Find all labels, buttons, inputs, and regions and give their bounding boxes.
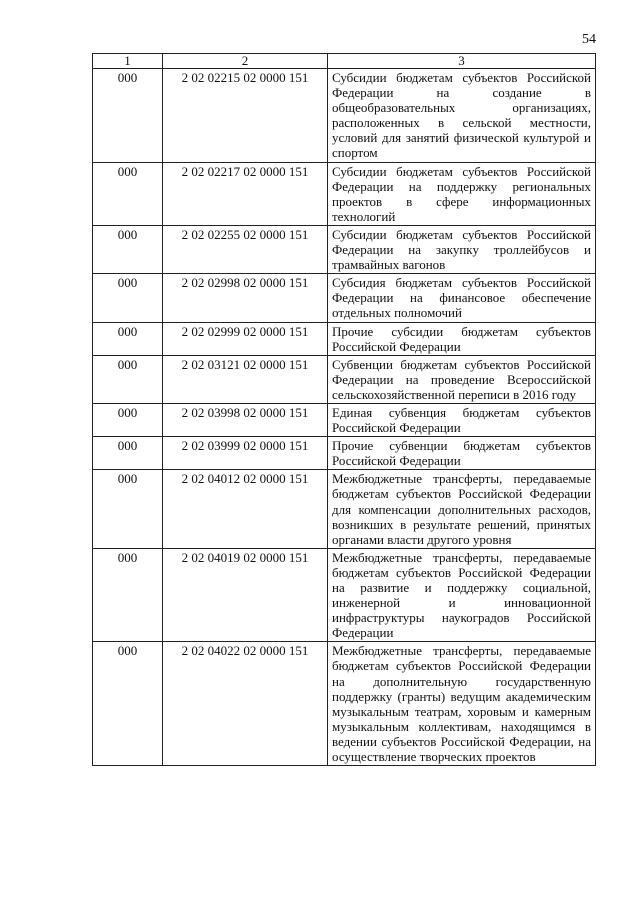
- admin-code-cell: 000: [93, 162, 163, 225]
- table-row: [93, 274, 596, 322]
- table-row: [93, 225, 596, 273]
- kbk-code-cell: 2 02 02255 02 0000 151: [163, 225, 328, 273]
- revenue-name-cell: Единая субвенция бюджетам субъектов Российской Федерации: [328, 403, 596, 436]
- table-row: [93, 437, 596, 470]
- revenue-name-cell: Межбюджетные трансферты, передаваемые бюджетам субъектов Российской Федерации для компенсации дополнительных расходов, возникших в результате решений, принятых органами власти другого уровня: [328, 470, 596, 548]
- kbk-code-cell: 2 02 02217 02 0000 151: [163, 162, 328, 225]
- revenue-name-cell: Субсидия бюджетам субъектов Российской Федерации на финансовое обеспечение отдельных полномочий: [328, 274, 596, 322]
- table-row: [93, 162, 596, 225]
- header-col-1: 1: [93, 54, 163, 69]
- revenue-name-cell: Межбюджетные трансферты, передаваемые бюджетам субъектов Российской Федерации на развитие и поддержку социальной, инженерной и инновационной инфраструктуры наукоградов Российской Федерации: [328, 548, 596, 642]
- revenue-name-cell: Прочие субсидии бюджетам субъектов Российской Федерации: [328, 322, 596, 355]
- kbk-code-cell: 2 02 03121 02 0000 151: [163, 355, 328, 403]
- admin-code-cell: 000: [93, 642, 163, 766]
- header-col-3: 3: [328, 54, 596, 69]
- table-row: [93, 548, 596, 642]
- table-row: [93, 69, 596, 163]
- kbk-code-cell: 2 02 02215 02 0000 151: [163, 69, 328, 163]
- revenue-name-cell: Субсидии бюджетам субъектов Российской Федерации на закупку троллейбусов и трамвайных вагонов: [328, 225, 596, 273]
- table-row: [93, 355, 596, 403]
- budget-classification-table: [92, 53, 596, 766]
- table-row: [93, 322, 596, 355]
- header-col-2: 2: [163, 54, 328, 69]
- kbk-code-cell: 2 02 02999 02 0000 151: [163, 322, 328, 355]
- table-row: [93, 642, 596, 766]
- admin-code-cell: 000: [93, 548, 163, 642]
- kbk-code-cell: 2 02 03999 02 0000 151: [163, 437, 328, 470]
- admin-code-cell: 000: [93, 225, 163, 273]
- admin-code-cell: 000: [93, 437, 163, 470]
- kbk-code-cell: 2 02 04019 02 0000 151: [163, 548, 328, 642]
- revenue-name-cell: Субсидии бюджетам субъектов Российской Федерации на поддержку региональных проектов в сфере информационных технологий: [328, 162, 596, 225]
- table-row: [93, 470, 596, 548]
- table-row: [93, 403, 596, 436]
- admin-code-cell: 000: [93, 470, 163, 548]
- header-row: [93, 54, 596, 69]
- revenue-name-cell: Межбюджетные трансферты, передаваемые бюджетам субъектов Российской Федерации на дополнительную государственную поддержку (гранты) ведущим академическим музыкальным театрам, хоровым и камерным музыкальным коллективам, находящимся в ведении субъектов Российской Федерации, на осуществление творческих проектов: [328, 642, 596, 766]
- admin-code-cell: 000: [93, 355, 163, 403]
- revenue-name-cell: Субвенции бюджетам субъектов Российской Федерации на проведение Всероссийской сельскохозяйственной переписи в 2016 году: [328, 355, 596, 403]
- kbk-code-cell: 2 02 04022 02 0000 151: [163, 642, 328, 766]
- kbk-code-cell: 2 02 02998 02 0000 151: [163, 274, 328, 322]
- kbk-code-cell: 2 02 04012 02 0000 151: [163, 470, 328, 548]
- revenue-name-cell: Субсидии бюджетам субъектов Российской Федерации на создание в общеобразовательных организациях, расположенных в сельской местности, условий для занятий физической культурой и спортом: [328, 69, 596, 163]
- revenue-name-cell: Прочие субвенции бюджетам субъектов Российской Федерации: [328, 437, 596, 470]
- admin-code-cell: 000: [93, 403, 163, 436]
- admin-code-cell: 000: [93, 274, 163, 322]
- admin-code-cell: 000: [93, 69, 163, 163]
- page-number: 54: [582, 32, 596, 47]
- kbk-code-cell: 2 02 03998 02 0000 151: [163, 403, 328, 436]
- admin-code-cell: 000: [93, 322, 163, 355]
